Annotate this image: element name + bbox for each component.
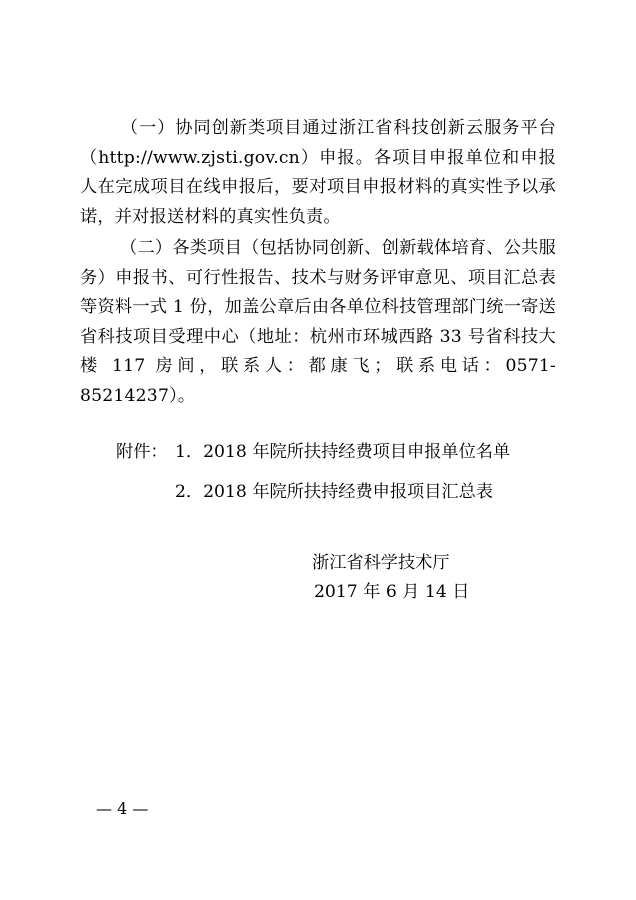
attachment-item-2: 2．2018 年院所扶持经费申报项目汇总表: [175, 482, 493, 502]
body-paragraph-1: [80, 114, 556, 232]
signature-organization: 浙江省科学技术厅: [312, 553, 450, 573]
signature-date: 2017 年 6 月 14 日: [314, 582, 470, 602]
body-paragraph-2: [80, 234, 556, 411]
attachments-label: 附件：: [116, 442, 168, 462]
attachment-item-1: 1．2018 年院所扶持经费项目申报单位名单: [175, 442, 511, 462]
page-number: — 4 —: [96, 799, 149, 818]
body-paragraph-2-text: （二）各类项目（包括协同创新、创新载体培育、公共服务）申报书、可行性报告、技术与财务评审意见、项目汇总表等资料一式 1 份，加盖公章后由各单位科技管理部门统一寄送省科技项目受理中心（地址：杭州市环城西路 33 号省科技大楼 117 房间，联系人：都康飞；联系电话：0571- 85214237）。: [80, 238, 556, 406]
body-paragraph-1-text: （一）协同创新类项目通过浙江省科技创新云服务平台（http://www.zjsti.gov.cn）申报。各项目申报单位和申报人在完成项目在线申报后，要对项目申报材料的真实性予以承诺，并对报送材料的真实性负责。: [80, 118, 556, 227]
